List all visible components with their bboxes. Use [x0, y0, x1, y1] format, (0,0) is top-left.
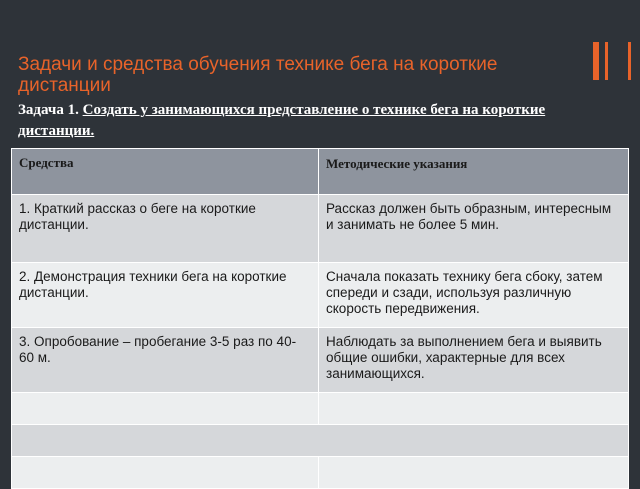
cell-means: 2. Демонстрация техники бега на короткие дистанции.: [12, 263, 319, 328]
decor-bar-frame: [605, 42, 631, 80]
header-means: Средства: [12, 149, 319, 195]
task-separator: .: [75, 102, 83, 118]
task-line: [18, 100, 608, 142]
cell-means: 1. Краткий рассказ о беге на короткие дистанции.: [12, 195, 319, 263]
slide-title: Задачи и средства обучения технике бега на короткие дистанции: [18, 54, 498, 96]
cell-guidelines: Сначала показать технику бега сбоку, затем спереди и сзади, используя различную скорость передвижения.: [319, 263, 629, 328]
cell-merged: [12, 425, 629, 457]
decor-bar-left: [593, 42, 599, 80]
task-label: Задача 1: [18, 102, 76, 118]
cell-means: [12, 457, 319, 489]
cell-means: [12, 393, 319, 425]
cell-guidelines: Рассказ должен быть образным, интересным и занимать не более 5 мин.: [319, 195, 629, 263]
task-text: Создать у занимающихся представление о технике бега на короткие дистанции.: [18, 102, 546, 139]
table-row: [12, 263, 629, 328]
table-row: [12, 328, 629, 393]
header-guidelines: Методические указания: [319, 149, 629, 195]
cell-guidelines: [319, 393, 629, 425]
table-row-empty: [12, 457, 629, 489]
table-row-empty: [12, 425, 629, 457]
methods-table: [11, 148, 629, 489]
table-header-row: [12, 149, 629, 195]
cell-means: 3. Опробование – пробегание 3-5 раз по 40-60 м.: [12, 328, 319, 393]
table-row-empty: [12, 393, 629, 425]
cell-guidelines: Наблюдать за выполнением бега и выявить общие ошибки, характерные для всех занимающихся.: [319, 328, 629, 393]
cell-guidelines: [319, 457, 629, 489]
table-row: [12, 195, 629, 263]
